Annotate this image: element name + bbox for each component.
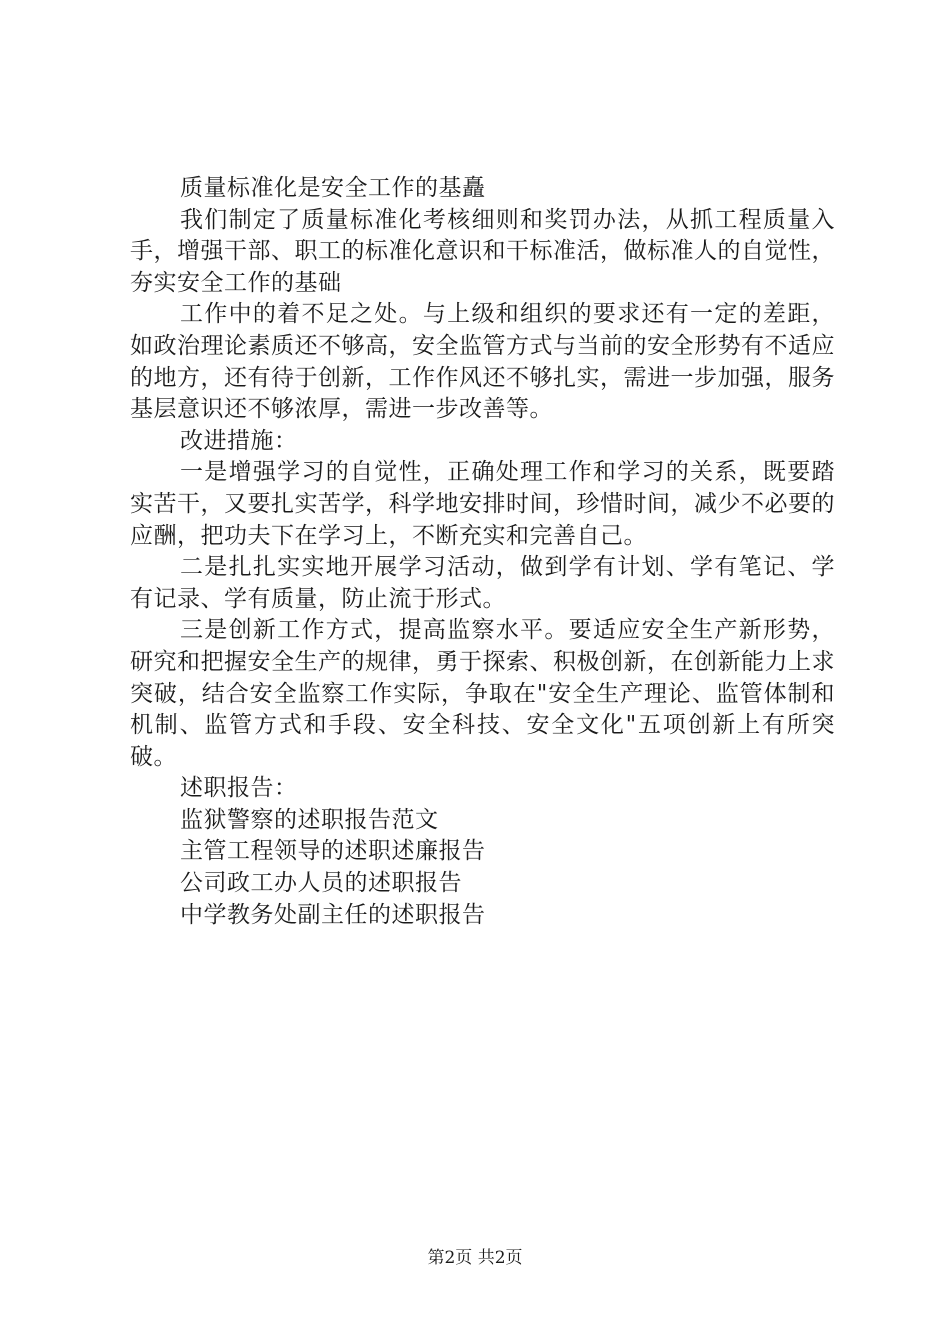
related-link-2: 主管工程领导的述职述廉报告 — [180, 838, 486, 865]
paragraph-improvement-3: 三是创新工作方式，提高监察水平。要适应安全生产新形势，研究和把握安全生产的规律，勇于探索、积极创新，在创新能力上求突破，结合安全监察工作实际，争取在"安全生产理论、监管体制和机制、监管方式和手段、安全科技、安全文化"五项创新上有所突破。 — [130, 617, 835, 770]
related-link-3: 公司政工办人员的述职报告 — [180, 870, 462, 897]
paragraph-improvement-1: 一是增强学习的自觉性，正确处理工作和学习的关系，既要踏实苦干，又要扎实苦学，科学地安排时间，珍惜时间，减少不必要的应酬，把功夫下在学习上，不断充实和完善自己。 — [130, 459, 835, 549]
document-body — [130, 173, 835, 931]
paragraph-improvement-heading: 改进措施： — [180, 427, 298, 454]
related-link-4: 中学教务处副主任的述职报告 — [180, 901, 486, 928]
paragraph-shortcomings: 工作中的着不足之处。与上级和组织的要求还有一定的差距，如政治理论素质还不够高，安全监管方式与当前的安全形势有不适应的地方，还有待于创新，工作作风还不够扎实，需进一步加强，服务基层意识还不够浓厚，需进一步改善等。 — [130, 301, 835, 423]
paragraph-improvement-2: 二是扎扎实实地开展学习活动，做到学有计划、学有笔记、学有记录、学有质量，防止流于形式。 — [130, 554, 835, 612]
paragraph-report-heading: 述职报告： — [180, 775, 298, 802]
paragraph-quality-heading: 质量标准化是安全工作的基矗 — [180, 175, 486, 201]
paragraph-quality-measures: 我们制定了质量标准化考核细则和奖罚办法，从抓工程质量入手，增强干部、职工的标准化意识和干标准活，做标准人的自觉性，夯实安全工作的基础 — [130, 206, 835, 296]
related-link-1: 监狱警察的述职报告范文 — [180, 806, 439, 833]
page-number: 第2页 共2页 — [427, 1248, 523, 1268]
